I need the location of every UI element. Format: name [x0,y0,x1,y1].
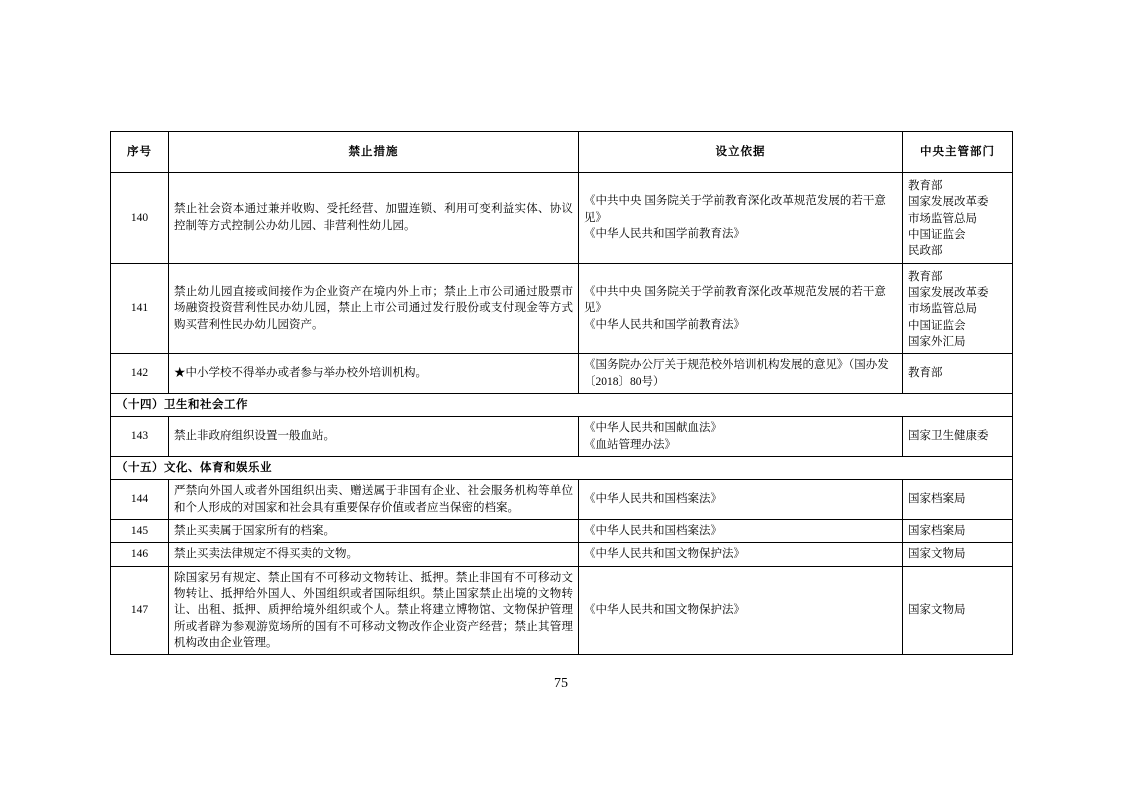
row-basis: 《中华人民共和国档案法》 [579,519,903,542]
column-header-measure: 禁止措施 [169,132,579,173]
row-department: 教育部 [903,354,1013,394]
row-measure: ★中小学校不得举办或者参与举办校外培训机构。 [169,354,579,394]
row-measure: 禁止非政府组织设置一般血站。 [169,417,579,457]
row-department: 教育部 国家发展改革委 市场监管总局 中国证监会 国家外汇局 [903,263,1013,354]
row-measure: 禁止幼儿园直接或间接作为企业资产在境内外上市；禁止上市公司通过股票市场融资投资营利性民办幼儿园，禁止上市公司通过发行股份或支付现金等方式购买营利性民办幼儿园资产。 [169,263,579,354]
page-number: 75 [554,676,568,691]
column-header-basis: 设立依据 [579,132,903,173]
table-row [111,173,1013,264]
row-measure: 禁止买卖属于国家所有的档案。 [169,519,579,542]
row-number: 147 [111,566,169,655]
row-number: 142 [111,354,169,394]
table-row [111,480,1013,520]
table-row [111,519,1013,542]
column-header-department: 中央主管部门 [903,132,1013,173]
row-department: 教育部 国家发展改革委 市场监管总局 中国证监会 民政部 [903,173,1013,264]
row-number: 146 [111,543,169,566]
row-department: 国家文物局 [903,543,1013,566]
row-number: 141 [111,263,169,354]
row-measure: 禁止社会资本通过兼并收购、受托经营、加盟连锁、利用可变利益实体、协议控制等方式控制公办幼儿园、非营利性幼儿园。 [169,173,579,264]
row-department: 国家档案局 [903,519,1013,542]
row-basis: 《中华人民共和国文物保护法》 [579,566,903,655]
prohibited-measures-table [110,131,1013,655]
row-basis: 《中华人民共和国文物保护法》 [579,543,903,566]
table-row [111,354,1013,394]
row-basis: 《中华人民共和国献血法》 《血站管理办法》 [579,417,903,457]
column-header-no: 序号 [111,132,169,173]
row-number: 140 [111,173,169,264]
row-basis: 《中共中央 国务院关于学前教育深化改革规范发展的若干意见》 《中华人民共和国学前教育法》 [579,263,903,354]
row-number: 144 [111,480,169,520]
row-department: 国家文物局 [903,566,1013,655]
table-row [111,543,1013,566]
row-measure: 禁止买卖法律规定不得买卖的文物。 [169,543,579,566]
section-title: （十五）文化、体育和娱乐业 [111,456,1013,479]
row-measure: 严禁向外国人或者外国组织出卖、赠送属于非国有企业、社会服务机构等单位和个人形成的对国家和社会具有重要保存价值或者应当保密的档案。 [169,480,579,520]
row-number: 145 [111,519,169,542]
section-row [111,393,1013,416]
row-basis: 《中共中央 国务院关于学前教育深化改革规范发展的若干意见》 《中华人民共和国学前教育法》 [579,173,903,264]
section-title: （十四）卫生和社会工作 [111,393,1013,416]
row-basis: 《中华人民共和国档案法》 [579,480,903,520]
section-row [111,456,1013,479]
row-department: 国家档案局 [903,480,1013,520]
table-row [111,263,1013,354]
table-row [111,566,1013,655]
row-number: 143 [111,417,169,457]
row-department: 国家卫生健康委 [903,417,1013,457]
table-row [111,417,1013,457]
row-measure: 除国家另有规定、禁止国有不可移动文物转让、抵押。禁止非国有不可移动文物转让、抵押给外国人、外国组织或者国际组织。禁止国家禁止出境的文物转让、出租、抵押、质押给境外组织或个人。禁止将建立博物馆、文物保护管理所或者辟为参观游览场所的国有不可移动文物改作企业资产经营；禁止其管理机构改由企业管理。 [169,566,579,655]
table-header-row [111,132,1013,173]
row-basis: 《国务院办公厅关于规范校外培训机构发展的意见》（国办发〔2018〕80号） [579,354,903,394]
